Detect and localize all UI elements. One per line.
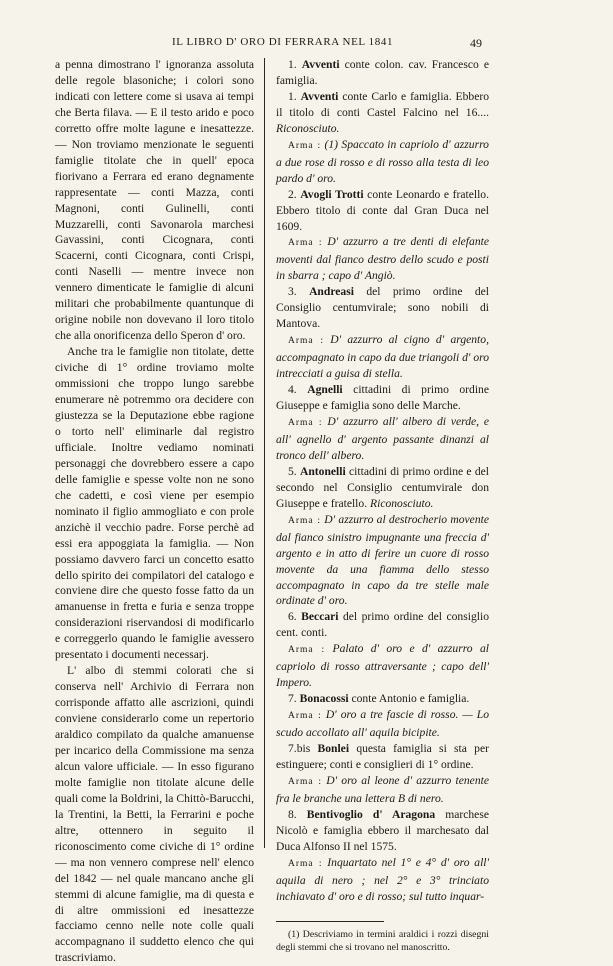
- family-name: Avogli Trotti: [300, 187, 364, 201]
- entry-number: 7.: [288, 692, 297, 706]
- family-name: Antonelli: [299, 464, 346, 478]
- paragraph: Anche tra le famiglie non titolate, dette civiche di 1° ordine troviamo molte ommissioni che troppo lungo sarebbe enumerare nè potremmo ora decidere con giustezza se la Deputazione ebbe ragione o torto nell' eliminarle dal registro ufficiale. Inoltre vediamo nominati personaggi che dovrebbero essere a capo delle famiglie e spesse volte non ne sono che cadetti, e così viene per esempio nominato il figlio ammogliato e con prole anzichè il vecchio padre. Forse perchè ad essi era appoggiata la famiglia. — Non possiamo davvero farci un concetto esatto dello spirito dei compilatori del catalogo e conviene dire che questo fosse fatto da un amanuense in fretta e furia e senza troppe considerazioni riservandosi di modificarlo e correggerlo quando le famiglie avessero presentato i documenti necessarj.: [55, 345, 254, 662]
- coat-of-arms: [276, 512, 489, 610]
- entry-number: 4.: [288, 383, 297, 397]
- arms-label: Arma :: [288, 238, 323, 249]
- footnote-rule: [276, 921, 384, 922]
- paragraph: a penna dimostrano l' ignoranza assoluta delle regole blasoniche; i colori sono indicati con lettere come si usava ai tempi che Berta filava. — E il testo arido e poco corretto offre molte lagune e inesattezze. — Non troviamo menzionate le seguenti famiglie titolate che in quell' epoca fiorivano a Ferrara ed erano degnamente rappresentate — conti Mazza, conti Magnoni, conti Gulinelli, conti Muzzarelli, conti Savonarola marchesi Gavassini, conti Cicognara, conti Scacerni, conti Cicognara, conti Crispi, conti Naselli — mentre invece non vennero dimenticate le famiglie di alcuni militari che probabilmente quantunque di origine nobile non dovevano il loro titolo che alla onorificenza dello Speron d' oro.: [55, 58, 254, 343]
- entry-text: del primo ordine del Consiglio centumvirale; sono nobili di Mantova.: [276, 285, 489, 331]
- arms-label: Arma :: [288, 858, 323, 869]
- recognition-note: Riconosciuto.: [370, 496, 434, 510]
- arms-description: D' azzurro al destrocherio movente dal fianco sinistro impugnante una freccia d' argento e in atto di ferire un cuore di rosso movente da una fiamma dello stesso accompagnato in capo da tre stelle male ordinate d' oro.: [276, 512, 489, 608]
- right-column: [276, 57, 489, 954]
- footnote: (1) Descriviamo in termini araldici i rozzi disegni degli stemmi che si trovano nel manoscritto.: [276, 928, 489, 953]
- arms-description: D' azzurro all' albero di verde, e all' agnello d' argento passante dinanzi al tronco dell' albero.: [276, 414, 489, 462]
- arms-label: Arma :: [288, 711, 322, 722]
- arms-description: D' azzurro a tre denti di elefante moventi dal fianco destro dello scudo e posti in sbarra ; capo d' Angiò.: [276, 235, 489, 283]
- entry-number: 3.: [288, 285, 297, 299]
- family-name: Avventi: [301, 58, 340, 71]
- entry-text: cittadini di primo ordine e del secondo nel Consiglio centumvirale don Giuseppe e fratello.: [276, 464, 490, 510]
- entry-number: 2.: [288, 187, 297, 201]
- entry-text: conte Antonio e famiglia.: [351, 692, 470, 706]
- arms-label: Arma :: [288, 515, 322, 526]
- entry-number: 5.: [288, 464, 297, 478]
- left-column: [55, 57, 254, 966]
- coat-of-arms: [276, 707, 489, 741]
- family-entry: [276, 691, 489, 707]
- recognition-note: Riconosciuto.: [276, 121, 340, 135]
- family-name: Bonlei: [317, 742, 350, 756]
- column-divider: [264, 58, 265, 848]
- entry-text: conte Carlo e famiglia. Ebbero il titolo di conti Castel Falcino nel 16....: [276, 89, 489, 119]
- family-name: Beccari: [301, 610, 339, 624]
- arms-description: Palato d' oro e d' azzurro al capriolo di rosso attraversante ; capo dell' Impero.: [276, 642, 489, 690]
- family-entry: [276, 89, 489, 137]
- entry-number: 8.: [288, 807, 297, 821]
- arms-label: Arma :: [288, 645, 326, 656]
- family-name: Andreasi: [309, 285, 354, 299]
- arms-label: Arma :: [288, 776, 322, 787]
- arms-description: Inquartato nel 1° e 4° d' oro all' aquila di nero ; nel 2° e 3° trinciato inchiavato d' oro e di rosso; sul tutto inquar-: [276, 855, 490, 903]
- family-name: Agnelli: [307, 383, 343, 397]
- family-entry: [276, 382, 489, 414]
- entry-text: questa famiglia si sta per estinguere; conti e consiglieri di 1° ordine.: [276, 742, 489, 771]
- arms-label: Arma :: [288, 140, 322, 151]
- family-name: Bonacossi: [299, 692, 349, 706]
- family-name: Avventi: [300, 89, 339, 103]
- family-entry: [276, 187, 489, 235]
- paragraph: L' albo di stemmi colorati che si conserva nell' Archivio di Ferrara non corrisponde affatto alle ascrizioni, quindi conviene considerarlo come un repertorio araldico compilato da qualche amanuense per incarico della Commissione ma senza alcun valore ufficiale. — In esso figurano molte famiglie non titolate alcune delle quali come la Boldrini, la Chittò-Barucchi, la Trentini, la Betti, la Ferrarini e poche altre, ottennero in seguito il riconoscimento come civiche di 1° ordine — ma non vennero comprese nell' elenco del 1842 — nel quale mancano anche gli stemmi di alcune famiglie, ma di questa e di altre ommissioni ed inesattezze facciamo cenno nelle note colle quali accompagnano il suddetto elenco che qui trascriviamo.: [55, 664, 254, 965]
- arms-description: D' azzurro al cigno d' argento, accompagnato in capo da due triangoli d' oro intrecciati a guisa di stella.: [276, 333, 489, 381]
- family-entry: [276, 464, 489, 512]
- entry-text: marchese Nicolò e famiglia ebbero il marchesato dal Duca Alfonso II nel 1575.: [276, 807, 489, 853]
- entry-text: conte Leonardo e fratello. Ebbero titolo di conte dal Gran Duca nel 1609.: [276, 187, 489, 233]
- arms-label: Arma :: [288, 336, 324, 347]
- coat-of-arms: [276, 855, 489, 905]
- entry-number: 1.: [288, 58, 297, 71]
- entry-number: 7.bis: [288, 742, 311, 756]
- entry-text: cittadini di primo ordine Giuseppe e famiglia sono delle Marche.: [276, 383, 489, 413]
- page-number: 49: [470, 36, 482, 50]
- arms-description: (1) Spaccato in capriolo d' azzurro a due rose di rosso e di rosso alla testa di leo pardo d' oro.: [276, 137, 489, 185]
- arms-description: D' oro a tre fascie di rosso. — Lo scudo accollato all' aquila bicipite.: [276, 708, 489, 740]
- family-entry: [276, 284, 489, 332]
- arms-description: D' oro al leone d' azzurro tenente fra le branche una lettera B di nero.: [276, 773, 489, 805]
- family-entry: [276, 807, 489, 855]
- family-entry: [276, 741, 489, 773]
- coat-of-arms: [276, 332, 489, 382]
- coat-of-arms: [276, 773, 489, 807]
- coat-of-arms: [276, 414, 489, 464]
- family-entry: [276, 57, 489, 89]
- arms-label: Arma :: [288, 417, 323, 428]
- entry-number: 6.: [288, 610, 297, 624]
- entry-text: del primo ordine del consiglio cent. conti.: [276, 610, 489, 640]
- coat-of-arms: [276, 234, 489, 284]
- entry-text: conte colon. cav. Francesco e famiglia.: [276, 58, 489, 87]
- coat-of-arms: [276, 641, 489, 691]
- family-entry: [276, 609, 489, 641]
- running-title: IL LIBRO D' ORO DI FERRARA NEL 1841: [172, 36, 394, 48]
- entry-number: 1.: [288, 89, 297, 103]
- coat-of-arms: [276, 137, 489, 187]
- family-name: Bentivoglio d' Aragona: [306, 807, 436, 821]
